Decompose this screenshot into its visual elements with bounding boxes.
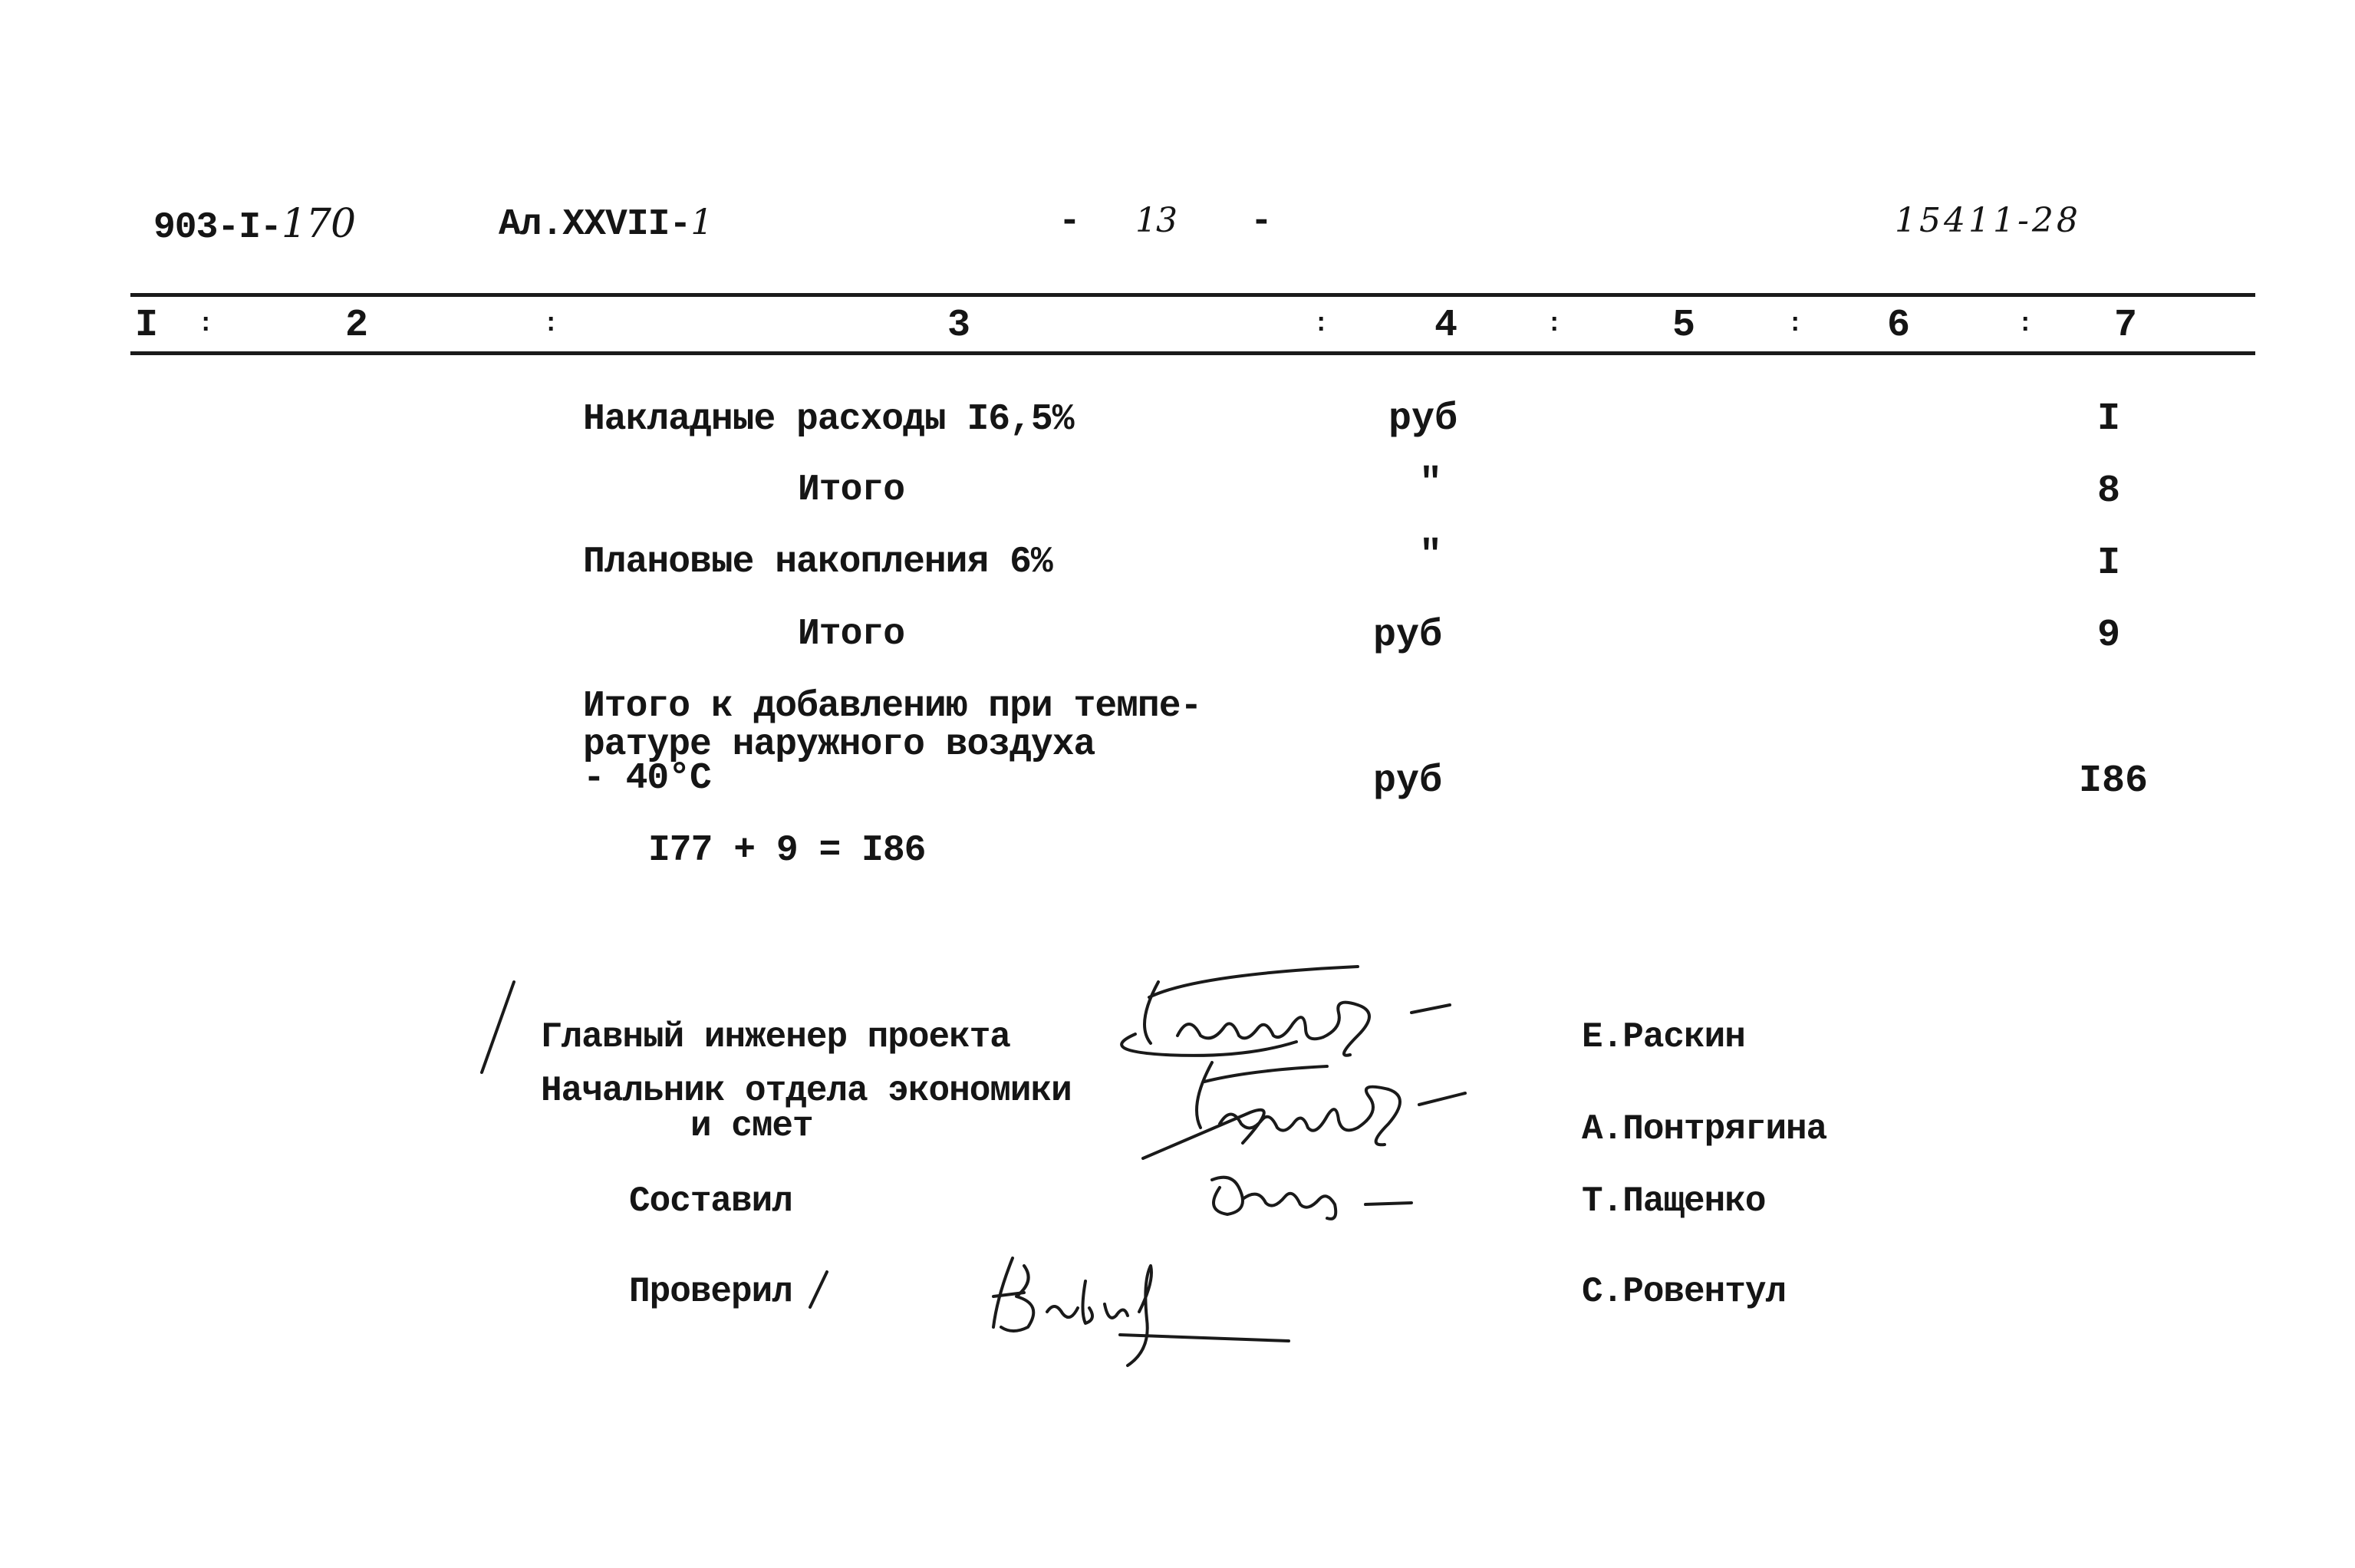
document-code-handwritten: 170 — [281, 201, 356, 247]
row-description: Плановые накопления 6% — [583, 542, 1052, 583]
album-number — [499, 201, 713, 245]
handwritten-signature-compiled-by — [1197, 1157, 1427, 1226]
row-description: Накладные расходы I6,5% — [583, 399, 1074, 440]
row-description-line-2: ратуре наружного воздуха — [583, 724, 1095, 766]
slash-mark — [804, 1267, 835, 1313]
page-number: 13 — [1135, 201, 1177, 240]
slash-mark — [476, 974, 522, 1082]
document-code-printed: 903-I- — [153, 207, 282, 249]
column-separator: : — [2017, 310, 2034, 339]
row-value: 9 — [2097, 614, 2121, 657]
column-number-6: 6 — [1887, 304, 1911, 348]
album-number-handwritten: 1 — [690, 201, 713, 242]
row-description-line-3: - 40°С — [583, 758, 711, 799]
column-separator: : — [198, 310, 214, 339]
row-unit: руб — [1373, 759, 1443, 803]
column-separator: : — [1546, 310, 1563, 339]
handwritten-signature-checked-by — [982, 1250, 1304, 1373]
column-number-7: 7 — [2114, 304, 2138, 348]
column-separator: : — [1787, 310, 1803, 339]
row-description: Итого — [798, 469, 905, 511]
album-number-printed: Ал.XXVII- — [499, 204, 691, 245]
column-separator: : — [543, 310, 559, 339]
document-code — [153, 201, 355, 249]
table-top-rule — [130, 293, 2255, 297]
row-description-line-1: Итого к добавлению при темпе- — [583, 686, 1202, 727]
row-value: 8 — [2097, 469, 2121, 513]
signature-name-compiled-by: Т.Пащенко — [1582, 1181, 1766, 1221]
row-value: I — [2097, 397, 2121, 441]
column-separator: : — [1313, 310, 1329, 339]
calculation-formula: I77 + 9 = I86 — [648, 830, 926, 871]
signature-title-compiled-by: Составил — [629, 1181, 792, 1221]
column-number-2: 2 — [345, 304, 369, 348]
handwritten-signature-department-head — [1128, 1051, 1527, 1174]
row-value: I — [2097, 542, 2121, 585]
page-dash-left: - — [1059, 201, 1080, 242]
row-unit: " — [1419, 462, 1443, 506]
signature-title-chief-engineer: Главный инженер проекта — [541, 1017, 1010, 1057]
row-unit: " — [1419, 534, 1443, 578]
column-number-4: 4 — [1434, 304, 1458, 348]
signature-name-checked-by: С.Ровентул — [1582, 1272, 1787, 1312]
signature-title-department-head-line-2: и смет — [690, 1106, 813, 1146]
column-number-5: 5 — [1672, 304, 1696, 348]
signature-name-department-head: А.Понтрягина — [1582, 1109, 1827, 1149]
row-description: Итого — [798, 614, 905, 655]
signature-title-checked-by: Проверил — [629, 1272, 792, 1312]
page-dash-right: - — [1250, 201, 1272, 242]
row-unit: руб — [1373, 614, 1443, 657]
column-number-3: 3 — [947, 304, 971, 348]
table-header-bottom-rule — [130, 351, 2255, 355]
row-value: I86 — [2079, 759, 2149, 803]
signature-title-department-head-line-1: Начальник отдела экономики — [541, 1071, 1072, 1111]
signature-name-chief-engineer: Е.Раскин — [1582, 1017, 1745, 1057]
row-unit: руб — [1388, 397, 1458, 441]
column-number-1: I — [135, 304, 159, 348]
archive-number: 15411-28 — [1895, 201, 2081, 240]
